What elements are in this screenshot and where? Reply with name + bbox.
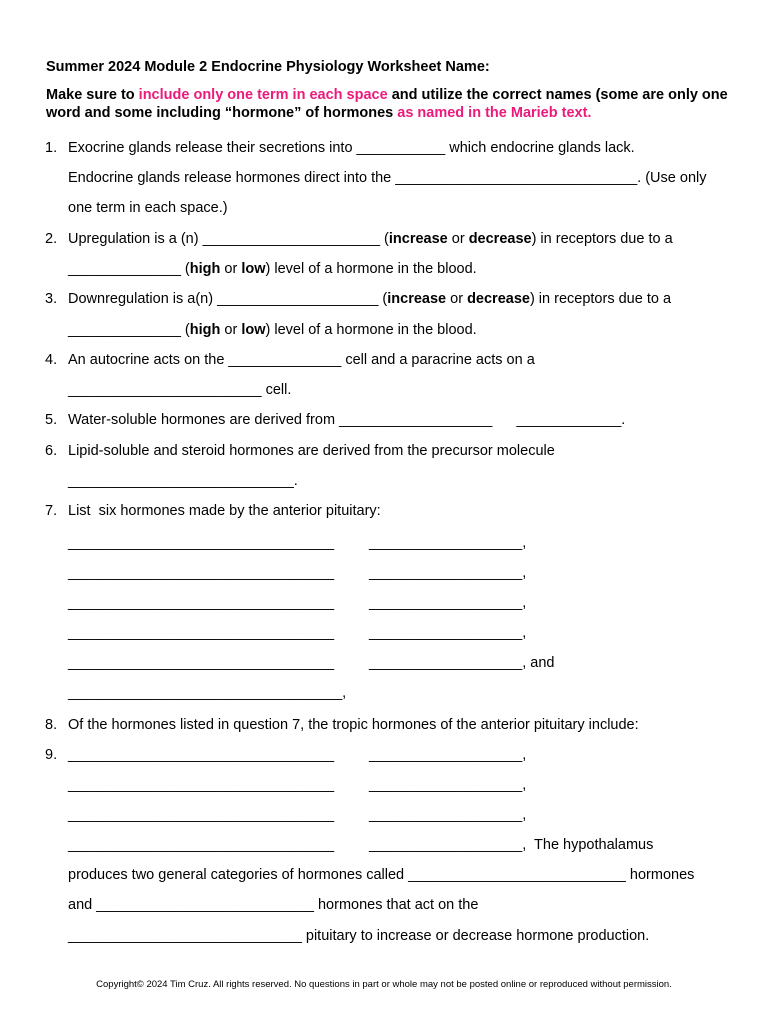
question-4-line-1: An autocrine acts on the ______________ cell and a paracrine acts on a — [68, 352, 535, 368]
question-number-4: 4. — [45, 352, 58, 368]
q9-blank-right-3: ___________________, — [369, 807, 527, 823]
question-number-8: 8. — [45, 717, 58, 733]
q3-low: low — [241, 322, 266, 338]
q7-blank-right-4: ___________________, — [369, 625, 527, 641]
q7-blank-left-1: _________________________________ — [68, 535, 335, 551]
q7-blank-right-5: ___________________, and — [369, 655, 555, 671]
question-7-line-1: List six hormones made by the anterior pituitary: — [68, 503, 381, 519]
q2-low: low — [241, 261, 266, 277]
q9-blank-right-1: ___________________, — [369, 747, 527, 763]
question-number-3: 3. — [45, 291, 58, 307]
q3-high: high — [189, 322, 221, 338]
question-6-line-1: Lipid-soluble and steroid hormones are derived from the precursor molecule — [68, 443, 555, 459]
q7-blank-right-3: ___________________, — [369, 595, 527, 611]
q9-blank-left-1: _________________________________ — [68, 747, 335, 763]
instructions — [46, 86, 746, 122]
question-number-5: 5. — [45, 412, 58, 428]
question-1-line-3: one term in each space.) — [68, 200, 228, 216]
question-9-line-3: and ___________________________ hormones that act on the — [68, 897, 479, 913]
q9-blank-right-2: ___________________, — [369, 777, 527, 793]
q2-decrease: decrease — [468, 231, 532, 247]
q3-or: or — [446, 291, 468, 307]
q2-increase: increase — [388, 231, 448, 247]
q3-decrease: decrease — [467, 291, 530, 307]
q2-text-d: ) in receptors due to a — [531, 231, 673, 247]
question-2-line-1 — [68, 230, 673, 248]
question-1-line-2: Endocrine glands release hormones direct into the ______________________________. (Use only — [68, 170, 707, 186]
q2-l2-or: or — [220, 261, 242, 277]
q7-blank-right-1: ___________________, — [369, 535, 527, 551]
q7-blank-right-2: ___________________, — [369, 565, 527, 581]
instructions-text-2: and utilize the correct names (some are only one word and some including “hormone” of hormones — [46, 87, 728, 121]
q9-blank-right-4: ___________________, The hypothalamus — [369, 837, 654, 853]
question-8-line-1: Of the hormones listed in question 7, the tropic hormones of the anterior pituitary include: — [68, 717, 639, 733]
q7-blank-final: __________________________________, — [68, 685, 347, 701]
instructions-highlight-1: include only one term in each space — [138, 87, 388, 103]
q9-blank-left-2: _________________________________ — [68, 777, 335, 793]
q7-blank-left-5: _________________________________ — [68, 655, 335, 671]
question-9-line-4: _____________________________ pituitary to increase or decrease hormone production. — [68, 928, 650, 944]
question-2-line-2 — [68, 260, 477, 278]
q2-l2-d: ) level of a hormone in the blood. — [265, 261, 477, 277]
question-number-1: 1. — [45, 140, 58, 156]
q9-blank-left-4: _________________________________ — [68, 837, 335, 853]
question-5-line-1: Water-soluble hormones are derived from ___________________ _____________. — [68, 412, 626, 428]
q3-text-d: ) in receptors due to a — [529, 291, 672, 307]
copyright-footer: Copyright© 2024 Tim Cruz. All rights reserved. No questions in part or whole may not be posted online or reproduced without permission. — [96, 979, 672, 990]
question-number-7: 7. — [45, 503, 58, 519]
q2-l2-a: ______________ ( — [68, 261, 190, 277]
q7-blank-left-2: _________________________________ — [68, 565, 335, 581]
question-number-6: 6. — [45, 443, 58, 459]
question-4-line-2: ________________________ cell. — [68, 382, 292, 398]
question-3-line-1 — [68, 290, 671, 308]
question-9-line-2: produces two general categories of hormones called ___________________________ hormones — [68, 867, 695, 883]
question-6-line-2: ____________________________. — [68, 473, 298, 489]
q2-text-a: Upregulation is a (n) ______________________ ( — [68, 231, 389, 247]
instructions-highlight-2: as named in the Marieb text. — [397, 105, 592, 121]
q7-blank-left-3: _________________________________ — [68, 595, 335, 611]
q3-text-a: Downregulation is a(n) ____________________ ( — [68, 291, 388, 307]
question-number-9: 9. — [45, 747, 58, 763]
q7-blank-left-4: _________________________________ — [68, 625, 335, 641]
q3-l2-a: ______________ ( — [68, 322, 190, 338]
question-1-line-1: Exocrine glands release their secretions into ___________ which endocrine glands lack. — [68, 140, 635, 156]
q3-increase: increase — [387, 291, 447, 307]
instructions-text-1: Make sure to — [46, 87, 139, 103]
question-3-line-2 — [68, 321, 477, 339]
q2-high: high — [189, 261, 221, 277]
q9-blank-left-3: _________________________________ — [68, 807, 335, 823]
q2-or: or — [447, 231, 469, 247]
q3-l2-or: or — [220, 322, 242, 338]
worksheet-title: Summer 2024 Module 2 Endocrine Physiology Worksheet Name: — [46, 59, 490, 75]
question-number-2: 2. — [45, 231, 58, 247]
q3-l2-d: ) level of a hormone in the blood. — [265, 322, 477, 338]
